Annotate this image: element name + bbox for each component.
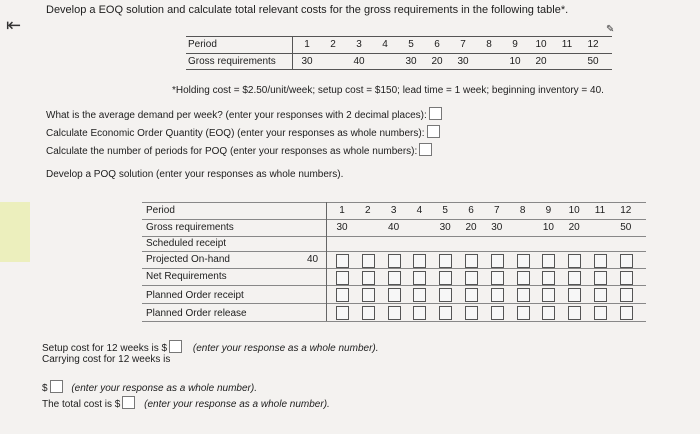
net-requirement-input-1[interactable]: [336, 271, 349, 285]
bottom-gross-12: 50: [620, 222, 632, 233]
net-requirement-input-11[interactable]: [594, 271, 607, 285]
projected-on-hand-input-8[interactable]: [517, 254, 530, 268]
top-gross-label: Gross requirements: [188, 56, 276, 67]
top-gross-7: 30: [457, 56, 469, 67]
bottom-gross-10: 20: [568, 222, 580, 233]
net-requirement-input-12[interactable]: [620, 271, 633, 285]
bottom-period-5: 5: [442, 205, 448, 216]
planned-order-release-input-11[interactable]: [594, 306, 607, 320]
planned-order-receipt-input-2[interactable]: [362, 288, 375, 302]
net-requirement-input-6[interactable]: [465, 271, 478, 285]
bottom-gross-5: 30: [439, 222, 451, 233]
projected-on-hand-input-3[interactable]: [388, 254, 401, 268]
planned-order-receipt-input-1[interactable]: [336, 288, 349, 302]
net-requirement-input-2[interactable]: [362, 271, 375, 285]
row-planned-order-release: Planned Order release: [146, 308, 247, 319]
net-requirement-input-8[interactable]: [517, 271, 530, 285]
projected-on-hand-input-6[interactable]: [465, 254, 478, 268]
planned-order-receipt-input-11[interactable]: [594, 288, 607, 302]
projected-on-hand-input-7[interactable]: [491, 254, 504, 268]
top-period-7: 7: [460, 39, 466, 50]
setup-cost-hint: (enter your response as a whole number).: [192, 343, 379, 354]
row-planned-order-receipt: Planned Order receipt: [146, 290, 244, 301]
bottom-period-8: 8: [519, 205, 526, 216]
top-period-3: 3: [356, 39, 362, 50]
pencil-icon[interactable]: ✎: [606, 24, 615, 35]
bottom-period-11: 11: [594, 205, 606, 216]
row-scheduled-receipt: Scheduled receipt: [146, 238, 227, 249]
top-gross-6: 20: [431, 56, 443, 67]
planned-order-receipt-input-10[interactable]: [568, 288, 581, 302]
planned-order-release-input-3[interactable]: [388, 306, 401, 320]
planned-order-receipt-input-9[interactable]: [542, 288, 555, 302]
avg-demand-input[interactable]: [429, 107, 442, 120]
bottom-gross-1: 30: [336, 222, 348, 233]
top-period-2: 2: [330, 39, 336, 50]
planned-order-receipt-input-3[interactable]: [388, 288, 401, 302]
net-requirement-input-3[interactable]: [388, 271, 401, 285]
top-gross-5: 30: [405, 56, 417, 67]
bottom-period-7: 7: [494, 205, 500, 216]
total-cost-line: [42, 396, 330, 410]
projected-on-hand-input-1[interactable]: [336, 254, 349, 268]
planned-order-receipt-input-7[interactable]: [491, 288, 504, 302]
planned-order-receipt-input-6[interactable]: [465, 288, 478, 302]
row-projected-on-hand: Projected On-hand: [146, 254, 230, 265]
carrying-cost-dollar: $: [42, 383, 48, 394]
setup-cost-input[interactable]: [169, 340, 182, 353]
question-poq-text: Calculate the number of periods for POQ (enter your responses as whole numbers):: [46, 146, 418, 157]
top-gross-9: 10: [509, 56, 521, 67]
top-period-6: 6: [434, 39, 440, 50]
top-period-8: 8: [486, 39, 492, 50]
eoq-input[interactable]: [427, 125, 440, 138]
carrying-cost-hint: (enter your response as a whole number).: [71, 383, 257, 394]
question-avg-demand: [46, 107, 442, 121]
cost-note: *Holding cost = $2.50/unit/week; setup cost = $150; lead time = 1 week; beginning inventory = 40.: [172, 85, 604, 96]
projected-on-hand-input-10[interactable]: [568, 254, 581, 268]
bottom-gross-6: 20: [465, 222, 477, 233]
top-gross-1: 30: [301, 56, 313, 67]
planned-order-release-input-10[interactable]: [568, 306, 581, 320]
bottom-gross-7: 30: [491, 222, 503, 233]
initial-on-hand: 40: [307, 254, 319, 265]
question-title: Develop a EOQ solution and calculate total relevant costs for the gross requirements in the following table*.: [46, 4, 569, 16]
poq-periods-input[interactable]: [419, 143, 432, 156]
planned-order-release-input-4[interactable]: [413, 306, 426, 320]
top-period-10: 10: [535, 39, 547, 50]
carrying-cost-label: Carrying cost for 12 weeks is: [42, 354, 171, 365]
bottom-period-12: 12: [620, 205, 632, 216]
planned-order-receipt-input-4[interactable]: [413, 288, 426, 302]
projected-on-hand-input-9[interactable]: [542, 254, 555, 268]
top-period-4: 4: [382, 39, 388, 50]
total-cost-label: The total cost is $: [42, 399, 121, 410]
net-requirement-input-10[interactable]: [568, 271, 581, 285]
row-gross: Gross requirements: [146, 222, 234, 233]
bottom-period-1: 1: [339, 205, 345, 216]
top-period-5: 5: [408, 39, 414, 50]
question-eoq: [46, 125, 440, 139]
carrying-cost-line: [42, 380, 257, 394]
row-net-requirements: Net Requirements: [146, 271, 227, 282]
setup-cost-label: Setup cost for 12 weeks is $: [42, 343, 168, 354]
planned-order-receipt-input-5[interactable]: [439, 288, 452, 302]
poq-heading: Develop a POQ solution (enter your responses as whole numbers).: [46, 169, 344, 180]
back-arrow-icon[interactable]: ⇤: [6, 15, 22, 35]
bottom-period-9: 9: [545, 205, 552, 216]
projected-on-hand-input-4[interactable]: [413, 254, 426, 268]
projected-on-hand-input-5[interactable]: [439, 254, 452, 268]
setup-cost-line: [42, 340, 379, 354]
net-requirement-input-4[interactable]: [413, 271, 426, 285]
projected-on-hand-input-12[interactable]: [620, 254, 633, 268]
poq-table: [142, 199, 646, 323]
top-period-11: 11: [561, 39, 573, 50]
question-eoq-text: Calculate Economic Order Quantity (EOQ) (enter your responses as whole numbers):: [46, 128, 425, 139]
planned-order-release-input-5[interactable]: [439, 306, 452, 320]
planned-order-release-input-12[interactable]: [620, 306, 633, 320]
planned-order-receipt-input-8[interactable]: [517, 288, 530, 302]
planned-order-release-input-2[interactable]: [362, 306, 375, 320]
total-cost-hint: (enter your response as a whole number).: [144, 399, 330, 410]
projected-on-hand-input-2[interactable]: [362, 254, 375, 268]
net-requirement-input-7[interactable]: [491, 271, 504, 285]
question-poq-periods: [46, 143, 432, 157]
carrying-cost-input[interactable]: [50, 380, 63, 393]
planned-order-release-input-7[interactable]: [491, 306, 504, 320]
projected-on-hand-input-11[interactable]: [594, 254, 607, 268]
top-gross-3: 40: [353, 56, 365, 67]
bottom-gross-9: 10: [542, 222, 554, 233]
planned-order-release-input-1[interactable]: [336, 306, 349, 320]
planned-order-receipt-input-12[interactable]: [620, 288, 633, 302]
top-gross-12: 50: [587, 56, 599, 67]
question-avg-demand-text: What is the average demand per week? (enter your responses with 2 decimal places):: [46, 110, 427, 121]
planned-order-release-input-9[interactable]: [542, 306, 555, 320]
planned-order-release-input-6[interactable]: [465, 306, 478, 320]
bottom-period-6: 6: [468, 205, 474, 216]
bottom-period-10: 10: [568, 205, 580, 216]
left-highlight-strip: [0, 202, 30, 262]
total-cost-input[interactable]: [122, 396, 135, 409]
bottom-period-3: 3: [390, 205, 397, 216]
bottom-gross-3: 40: [388, 222, 400, 233]
row-period: Period: [146, 205, 175, 216]
top-period-9: 9: [512, 39, 518, 50]
net-requirement-input-5[interactable]: [439, 271, 452, 285]
top-period-12: 12: [587, 39, 599, 50]
net-requirement-input-9[interactable]: [542, 271, 555, 285]
top-period-1: 1: [304, 39, 310, 50]
bottom-period-4: 4: [416, 205, 423, 216]
planned-order-release-input-8[interactable]: [517, 306, 530, 320]
bottom-period-2: 2: [365, 205, 371, 216]
top-period-label: Period: [188, 39, 217, 50]
top-gross-10: 20: [535, 56, 547, 67]
